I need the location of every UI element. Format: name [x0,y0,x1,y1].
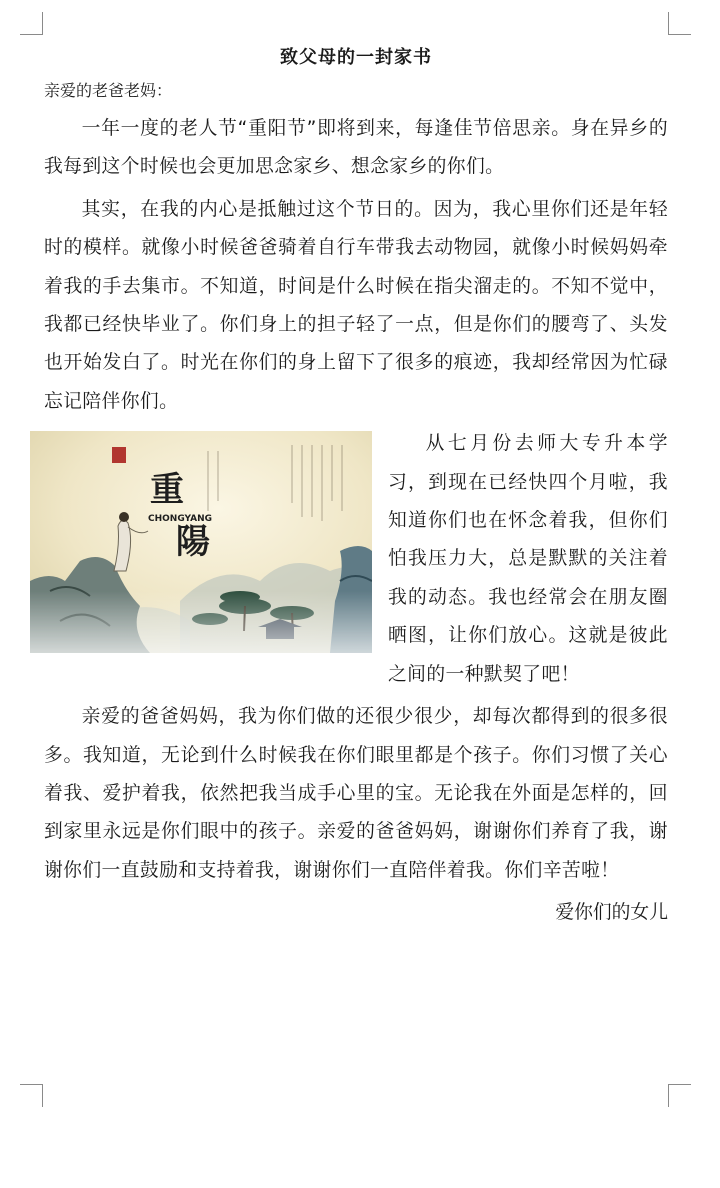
chongyang-landscape-image [30,431,372,653]
illustration-romanized: CHONGYANG [148,514,213,525]
letter-page [44,42,668,932]
paragraph-3: 从七月份去师大专升本学习，到现在已经快四个月啦，我知道你们也在怀念着我，但你们怕我压力大，总是默默的关注着我的动态。我也经常会在朋友圈晒图，让你们放心。这就是彼此之间的一种默契了吧！ [388,433,668,685]
crop-mark-top-left [20,12,43,35]
red-seal-icon [112,447,126,463]
crop-mark-bottom-left [20,1084,43,1107]
crop-mark-bottom-right [668,1084,691,1107]
crop-mark-top-right [668,12,691,35]
paragraph-1: 一年一度的老人节“重阳节”即将到来，每逢佳节倍思亲。身在异乡的我每到这个时候也会更加思念家乡、想念家乡的你们。 [44,118,668,178]
letter-title: 致父母的一封家书 [280,47,432,68]
letter-signature: 爱你们的女儿 [555,902,668,924]
paragraph-2: 其实，在我的内心是抵触过这个节日的。因为，我心里你们还是年轻时的模样。就像小时候爸爸骑着自行车带我去动物园，就像小时候妈妈牵着我的手去集市。不知道，时间是什么时候在指尖溜走的。不知不觉中，我都已经快毕业了。你们身上的担子轻了一点，但是你们的腰弯了、头发也开始发白了。时光在你们的身上留下了很多的痕迹，我却经常因为忙碌忘记陪伴你们。 [44,198,668,412]
letter-greeting: 亲爱的老爸老妈： [44,81,173,100]
chongyang-illustration [30,431,372,653]
illustration-heading-char-1: 重 [150,470,184,511]
paragraph-4: 亲爱的爸爸妈妈，我为你们做的还很少很少，却每次都得到的很多很多。我知道，无论到什么时候我在你们眼里都是个孩子。你们习惯了关心着我、爱护着我，依然把我当成手心里的宝。无论我在外面是怎样的，回到家里永远是你们眼中的孩子。亲爱的爸爸妈妈，谢谢你们养育了我，谢谢你们一直鼓励和支持着我，谢谢你们一直陪伴着我。你们辛苦啦！ [44,706,668,881]
illustration-heading-char-2: 陽 [176,522,210,563]
